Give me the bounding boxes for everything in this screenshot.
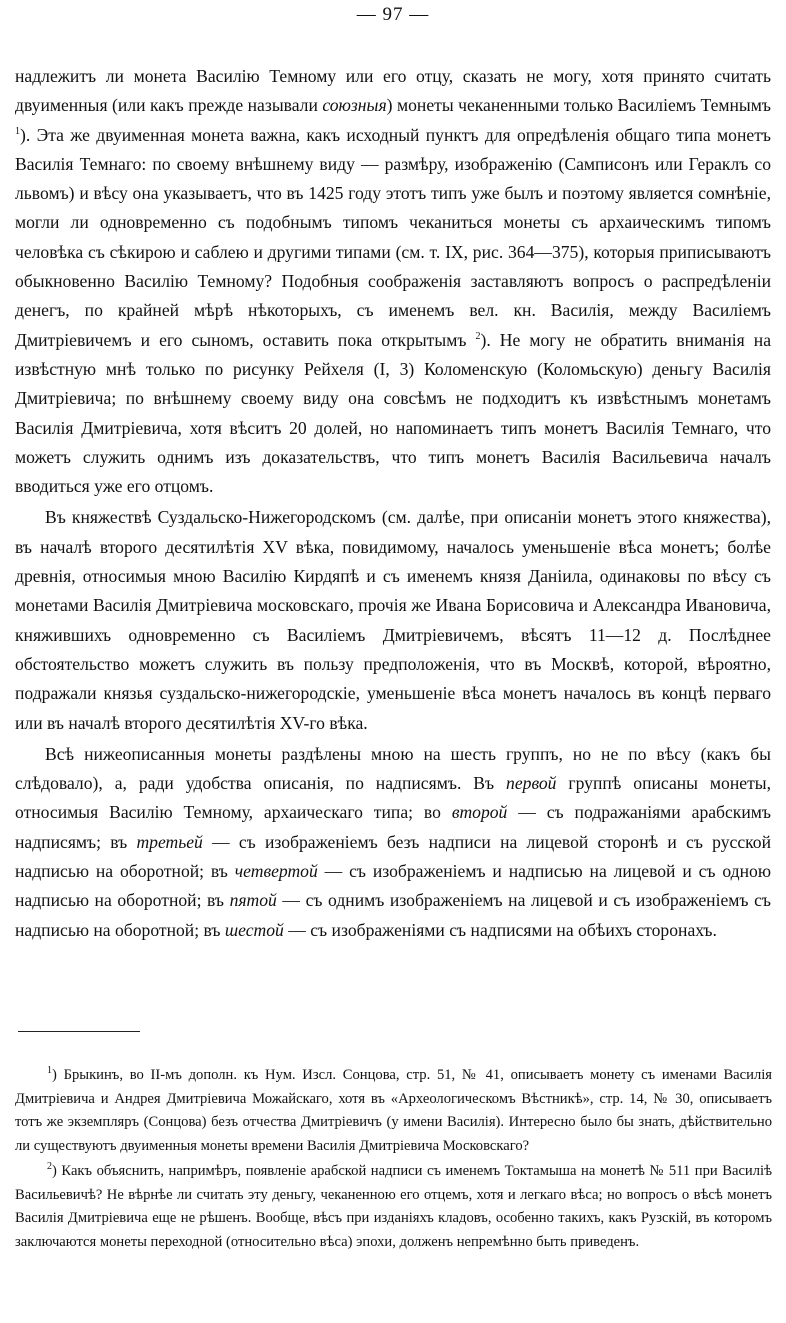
text-run: Въ княжествѣ Суздальско-Нижегородскомъ (см. далѣе, при описаніи монетъ этого княжества), въ началѣ второго десятилѣтія XV вѣка, повидимому, началось уменьшеніе вѣса монетъ; болѣе древнія, относимыя мною Василію Кирдяпѣ и съ именемъ князя Даніила, одинаковы по вѣсу съ монетами Василія Дмитріевича московскаго, прочія же Ивана Борисовича и Александра Ивановича, княжившихъ одновременно съ Василіемъ Дмитріевичемъ, вѣсятъ 11—12 д. Послѣднее обстоятельство можетъ служить въ пользу предположенія, что въ Москвѣ, которой, вѣроятно, подражали князья суздальско-нижегородскіе, уменьшеніе вѣса монетъ началось въ концѣ перваго или въ началѣ второго десятилѣтія XV-го вѣка. xyxy=(15,507,771,733)
paragraph xyxy=(15,740,771,945)
text-run: ). Эта же двуименная монета важна, какъ исходный пунктъ для опредѣленія общаго типа монетъ Василія Темнаго: по своему внѣшнему виду — размѣру, изображенію (Самписонъ или Гераклъ со львомъ) и вѣсу она указываетъ, что въ 1425 году этотъ типъ уже былъ и поэтому является сомнѣніе, могли ли одновременно съ подобнымъ типомъ чеканиться монеты съ архаическимъ типомъ человѣка съ сѣкирою и саблею и другими типами (см. т. IX, рис. 364—375), которыя приписываютъ обыкновенно Василію Темному? Подобныя соображенія заставляютъ вопросъ о распредѣленіи денегъ, по крайней мѣрѣ нѣкоторыхъ, съ именемъ вел. кн. Василія, между Василіемъ Дмитріевичемъ и его сыномъ, оставить пока открытымъ xyxy=(15,124,771,350)
text-run: — съ подражаніями арабскимъ надписямъ; въ xyxy=(15,802,771,852)
italic-text: третьей xyxy=(136,831,203,852)
italic-text: второй xyxy=(451,802,508,823)
paragraph xyxy=(15,62,771,501)
italic-text: четвертой xyxy=(234,861,318,882)
text-run: — съ изображеніемъ безъ надписи на лицевой сторонѣ и съ русской надписью на оборотной; въ xyxy=(15,831,771,882)
text-run: — съ изображеніями съ надписями на обѣихъ сторонахъ. xyxy=(283,919,717,940)
text-run: ) Брыкинъ, во II-мъ дополн. къ Нум. Изсл. Сонцова, стр. 51, № 41, описываетъ монету съ именами Василія Дмитріевича и Андрея Дмитріевича Можайскаго, хотя въ «Археологическомъ Вѣстникѣ», стр. 14, № 30, описываетъ тотъ же экземпляръ (Сонцова) безъ отчества Дмитріевичъ (у имени Василія). Интересно было бы знать, дѣйствительно ли существуютъ двуименныя монеты времени Василія Дмитріевича Московскаго? xyxy=(15,1067,772,1154)
text-run: Всѣ нижеописанныя монеты раздѣлены мною на шесть группъ, но не по вѣсу (какъ бы слѣдовало), а, ради удобства описанія, по надписямъ. Въ xyxy=(15,743,771,794)
italic-text: первой xyxy=(506,773,557,794)
footnote-ref: 2 xyxy=(475,330,481,342)
text-run: — съ однимъ изображеніемъ на лицевой и съ изображеніемъ съ надписью на оборотной; въ xyxy=(15,890,771,940)
footnote-ref: 1 xyxy=(47,1065,52,1077)
footnote-ref: 2 xyxy=(47,1161,52,1173)
footnote-divider xyxy=(18,1031,140,1032)
footnote xyxy=(15,1064,772,1158)
paragraph xyxy=(15,503,771,737)
italic-text: шестой xyxy=(224,919,284,940)
italic-text: пятой xyxy=(229,890,277,911)
text-run: ) Какъ объяснить, напримѣръ, появленіе арабской надписи съ именемъ Токтамыша на монетѣ № 511 при Василіѣ Васильевичѣ? Не вѣрнѣе ли считать эту деньгу, чеканенною его отцемъ, хотя и легкаго вѣса; но вопросъ о вѣсѣ монетъ Василія Дмитріевича еще не рѣшенъ. Вообще, вѣсъ при изданіяхъ кладовъ, особенно такихъ, какъ Рузскій, въ которомъ заключаются монеты переходной (относительно вѣса) эпохи, долженъ непремѣнно быть приведенъ. xyxy=(15,1163,772,1250)
page-number: — 97 — xyxy=(356,4,430,25)
text-run: ). Не могу не обратить вниманія на извѣстную мнѣ только по рисунку Рейхеля (I, 3) Коломенскую (Коломьскую) деньгу Василія Дмитріевича; по внѣшнему своему виду она совсѣмъ не подходитъ къ извѣстнымъ монетамъ Василія Дмитріевича, хотя вѣситъ 20 долей, но напоминаетъ типъ монетъ Василія Темнаго, что можетъ служить однимъ изъ доказательствъ, что типъ монетъ Василія Васильевича началъ вводиться уже его отцомъ. xyxy=(15,329,771,497)
text-run: группѣ описаны монеты, относимыя Василію Темному, архаическаго типа; во xyxy=(15,773,771,823)
main-text xyxy=(15,62,771,945)
italic-text: союзныя xyxy=(322,95,387,116)
text-run: ) монеты чеканенными только Василіемъ Темнымъ xyxy=(386,95,771,116)
footnotes xyxy=(15,1064,772,1254)
footnote xyxy=(15,1160,772,1254)
text-run: надлежитъ ли монета Василію Темному или его отцу, сказать не могу, хотя принято считать двуименныя (или какъ прежде называли xyxy=(15,66,771,116)
footnote-ref: 1 xyxy=(15,125,20,137)
text-run: — съ изображеніемъ и надписью на лицевой и съ одною надписью на оборотной; въ xyxy=(15,861,771,911)
